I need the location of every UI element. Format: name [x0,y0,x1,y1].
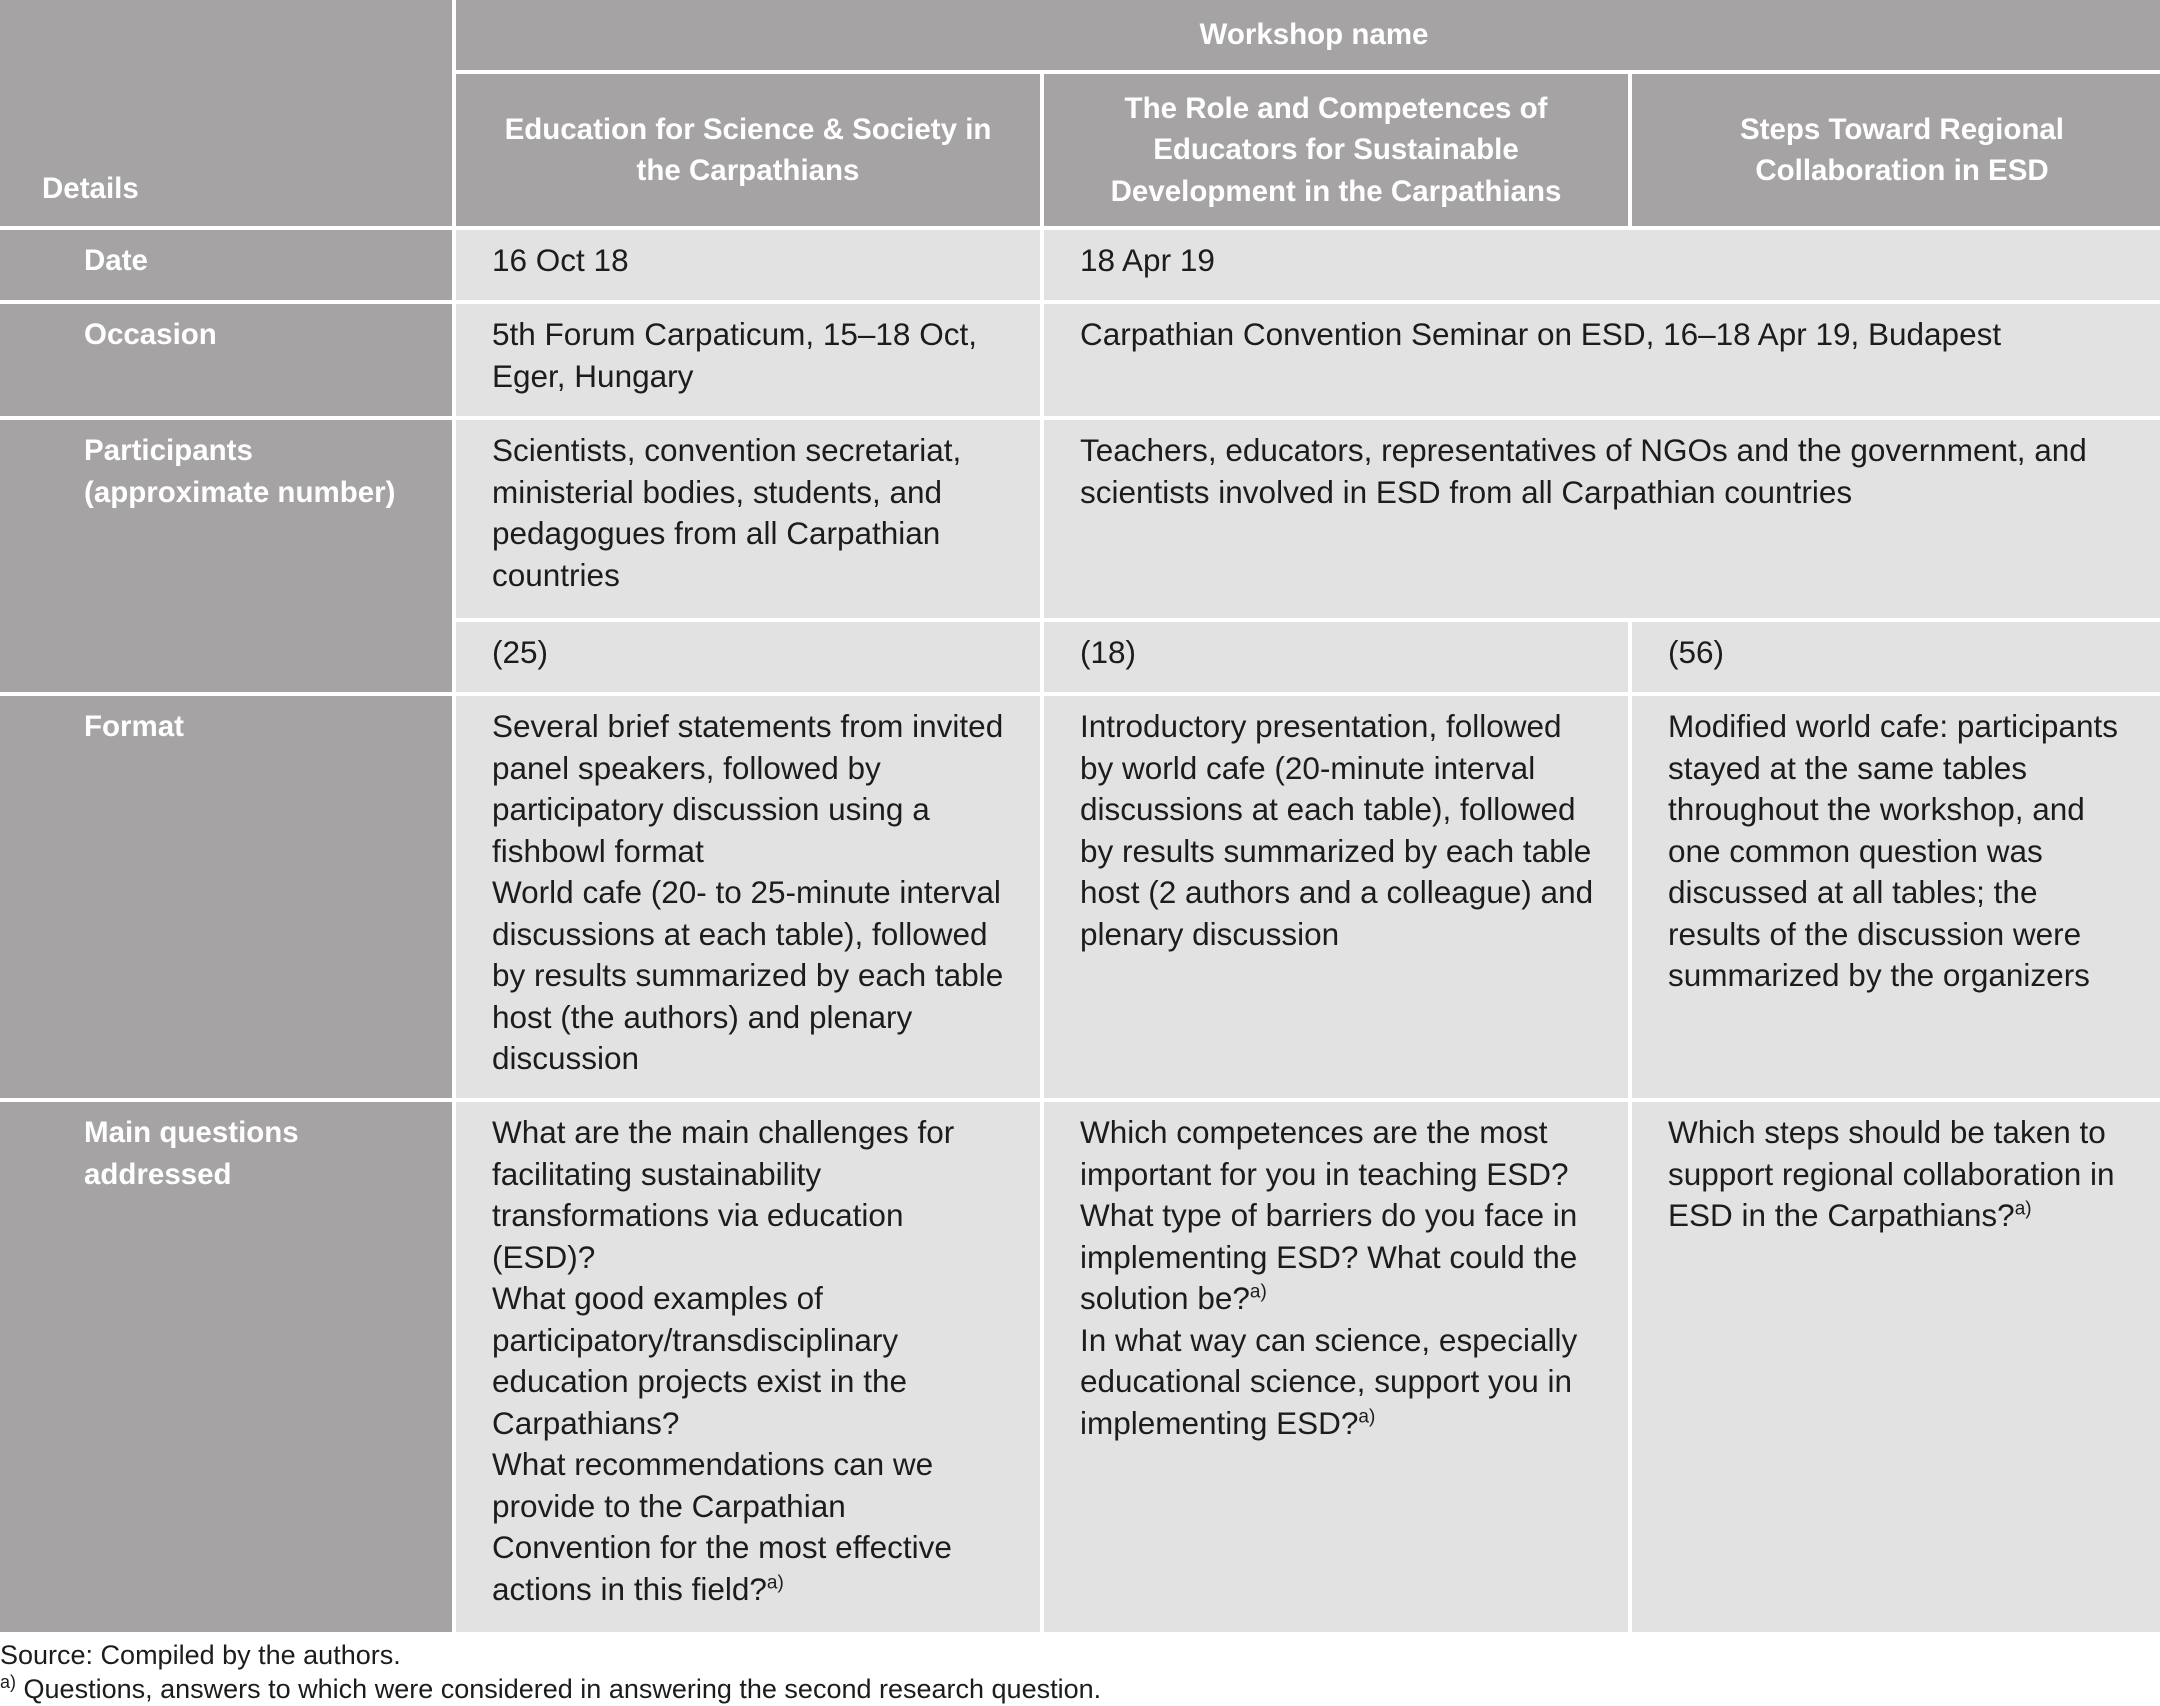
question-item: What are the main challenges for facilitating sustainability transformations via education (ESD)? [492,1114,955,1275]
table-footer [0,1632,2160,1706]
workshop-name-header [456,0,2160,70]
question-text: In what way can science, especially educational science, support you in implementing ESD? [1080,1321,1578,1441]
row-label-date-text: Date [84,244,148,277]
participant-count-3-text: (56) [1668,634,1725,670]
participant-count-2 [1044,622,1628,692]
row-label-occasion [0,304,452,416]
format-workshop-1-para-2: World cafe (20- to 25-minute interval discussions at each table), followed by results summarized by each table host (the authors) and plenary discussion [492,874,1004,1076]
row-label-participants [0,420,452,692]
questions-workshop-3 [1632,1102,2160,1632]
participant-count-2-text: (18) [1080,634,1137,670]
row-label-participants-text: Participants (approximate number) [84,434,396,509]
row-label-questions [0,1102,452,1632]
details-header [0,0,452,226]
question-item-with-footnote [1080,1320,1594,1445]
participants-workshop-2-3 [1044,420,2160,618]
question-item-with-footnote [1668,1112,2138,1237]
workshop-1-header [456,74,1040,226]
footnote-marker: a) [2014,1198,2032,1220]
participant-count-3 [1632,622,2160,692]
date-workshop-1-text: 16 Oct 18 [492,242,629,278]
row-label-format-text: Format [84,710,184,743]
footnote [0,1672,2160,1706]
workshop-name-header-label: Workshop name [1199,18,1429,52]
participants-workshop-1-text: Scientists, convention secretariat, ministerial bodies, students, and pedagogues from all Carpathian countries [492,432,962,593]
format-workshop-2 [1044,696,1628,1098]
occasion-workshop-1-text: 5th Forum Carpaticum, 15–18 Oct, Eger, Hungary [492,316,977,394]
question-text: What recommendations can we provide to the Carpathian Convention for the most effective actions in this field? [492,1446,952,1607]
format-workshop-1 [456,696,1040,1098]
questions-workshop-1 [456,1102,1040,1632]
footnote-marker: a) [1249,1281,1267,1303]
workshop-2-header [1044,74,1628,226]
date-workshop-2-3 [1044,230,2160,300]
source-note: Source: Compiled by the authors. [0,1640,401,1670]
participants-workshop-2-3-text: Teachers, educators, representatives of NGOs and the government, and scientists involved in ESD from all Carpathian countries [1080,432,2087,510]
participants-workshop-1 [456,420,1040,618]
date-workshop-1 [456,230,1040,300]
workshop-3-header [1632,74,2160,226]
workshop-2-title: The Role and Competences of Educators for Sustainable Development in the Carpathians [1110,91,1562,208]
row-label-date [0,230,452,300]
occasion-workshop-2-3-text: Carpathian Convention Seminar on ESD, 16–18 Apr 19, Budapest [1080,316,2002,352]
date-workshop-2-3-text: 18 Apr 19 [1080,242,1215,278]
question-item-with-footnote [492,1444,1006,1610]
format-workshop-1-para-1: Several brief statements from invited panel speakers, followed by participatory discussion using a fishbowl format [492,708,1004,869]
format-workshop-3 [1632,696,2160,1098]
question-text: What type of barriers do you face in implementing ESD? What could the solution be? [1080,1197,1578,1316]
footnote-marker: a) [766,1572,784,1593]
workshop-1-title: Education for Science & Society in the Carpathians [504,112,992,187]
questions-workshop-2 [1044,1102,1628,1632]
participant-count-1-text: (25) [492,634,549,670]
row-label-occasion-text: Occasion [84,318,217,351]
row-label-format [0,696,452,1098]
details-header-label: Details [42,172,139,205]
occasion-workshop-2-3 [1044,304,2160,416]
question-text: Which steps should be taken to support regional collaboration in ESD in the Carpathians? [1668,1114,2115,1233]
format-workshop-3-text: Modified world cafe: participants stayed at the same tables throughout the workshop, and one common question was discussed at all tables; the results of the discussion were summarized by the organizers [1668,708,2118,993]
occasion-workshop-1 [456,304,1040,416]
participant-count-1 [456,622,1040,692]
question-item: Which competences are the most important for you in teaching ESD? [1080,1114,1569,1192]
question-item-with-footnote [1080,1195,1594,1320]
footnote-marker: a) [1358,1406,1376,1427]
question-item: What good examples of participatory/transdisciplinary education projects exist in the Carpathians? [492,1280,907,1441]
workshop-3-title: Steps Toward Regional Collaboration in ESD [1740,112,2064,187]
footnote-marker: a) [0,1672,17,1692]
format-workshop-2-text: Introductory presentation, followed by world cafe (20-minute interval discussions at each table), followed by results summarized by each table host (2 authors and a colleague) and plenary discussion [1080,708,1594,952]
row-label-questions-text: Main questions addressed [84,1116,299,1191]
footnote-text: Questions, answers to which were considered in answering the second research question. [23,1674,1102,1704]
